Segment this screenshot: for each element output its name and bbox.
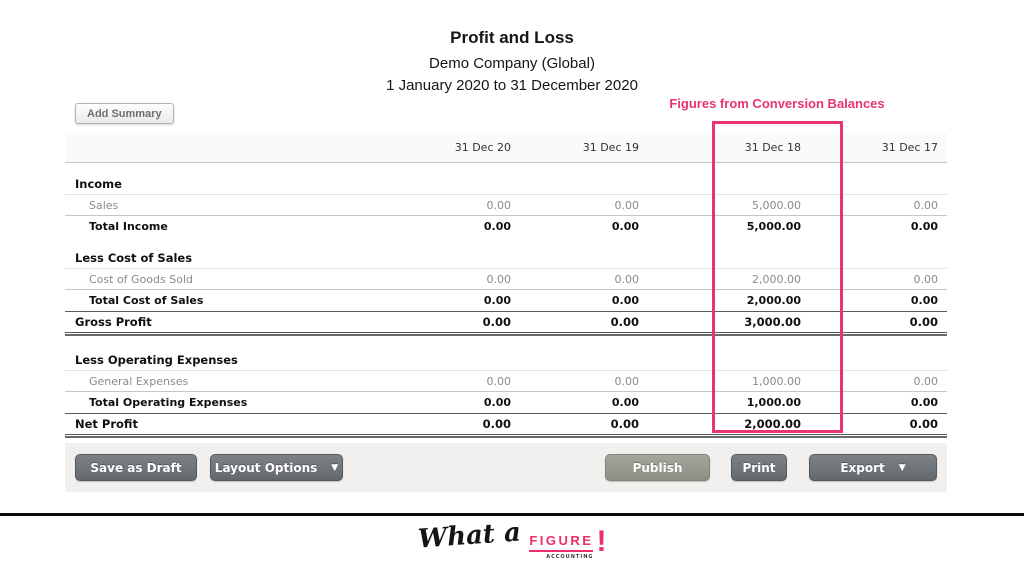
logo-subtitle-text: ACCOUNTING — [546, 554, 594, 560]
logo-exclamation-mark: ! — [596, 525, 607, 558]
conversion-balances-annotation: Figures from Conversion Balances — [669, 96, 885, 111]
row-value: 1,000.00 — [752, 374, 801, 388]
row-value: 0.00 — [482, 417, 511, 431]
row-value: 0.00 — [486, 374, 511, 388]
table-header-row — [65, 133, 947, 163]
print-label: Print — [742, 460, 776, 475]
footer-divider-line — [0, 513, 1024, 516]
report-action-bar — [65, 443, 947, 492]
row-value: 0.00 — [913, 374, 938, 388]
save-as-draft-button[interactable] — [75, 454, 197, 481]
layout-options-button[interactable] — [210, 454, 343, 481]
chevron-down-icon: ▼ — [331, 462, 339, 473]
report-table-body — [65, 163, 947, 435]
row-label: Cost of Goods Sold — [89, 272, 193, 286]
export-label: Export — [840, 460, 885, 475]
row-value: 0.00 — [910, 294, 938, 307]
column-header: 31 Dec 17 — [881, 141, 938, 154]
table-row — [65, 339, 947, 371]
report-period: 1 January 2020 to 31 December 2020 — [386, 76, 638, 94]
report-header — [0, 28, 1024, 97]
row-label: Income — [75, 176, 122, 191]
row-label: Less Operating Expenses — [75, 352, 238, 367]
row-value: 2,000.00 — [744, 417, 801, 431]
column-header: 31 Dec 19 — [582, 141, 639, 154]
row-label: Less Cost of Sales — [75, 250, 193, 265]
row-value: 3,000.00 — [744, 315, 801, 329]
row-value: 0.00 — [486, 272, 511, 286]
row-value: 0.00 — [486, 198, 511, 212]
logo-brand-text: FIGURE — [529, 533, 593, 552]
logo-brand-block — [529, 533, 593, 560]
row-label: Total Operating Expenses — [89, 396, 248, 409]
row-value: 0.00 — [614, 272, 639, 286]
row-value: 0.00 — [909, 417, 938, 431]
row-value: 0.00 — [482, 315, 511, 329]
row-label: Total Income — [89, 220, 168, 233]
row-value: 0.00 — [611, 396, 639, 409]
row-value: 0.00 — [483, 220, 511, 233]
row-value: 0.00 — [910, 220, 938, 233]
chevron-down-icon: ▼ — [898, 462, 906, 473]
layout-options-label: Layout Options — [214, 460, 318, 475]
table-row — [65, 163, 947, 195]
row-value: 0.00 — [913, 272, 938, 286]
table-row — [65, 392, 947, 413]
table-row — [65, 237, 947, 269]
row-value: 0.00 — [610, 417, 639, 431]
page-title: Profit and Loss — [450, 28, 574, 47]
row-label: General Expenses — [89, 374, 189, 388]
row-label: Sales — [89, 198, 119, 212]
export-button[interactable] — [809, 454, 937, 481]
row-value: 0.00 — [610, 315, 639, 329]
company-name: Demo Company (Global) — [429, 55, 595, 72]
table-row — [65, 216, 947, 237]
table-row — [65, 195, 947, 216]
row-value: 0.00 — [483, 396, 511, 409]
logo-script-text: What a — [416, 517, 522, 555]
row-label: Net Profit — [75, 417, 138, 431]
row-label: Gross Profit — [75, 315, 152, 329]
row-value: 0.00 — [614, 374, 639, 388]
table-row — [65, 269, 947, 290]
column-header: 31 Dec 20 — [454, 141, 511, 154]
row-value: 0.00 — [909, 315, 938, 329]
publish-label: Publish — [632, 460, 683, 475]
table-row — [65, 371, 947, 392]
print-button[interactable] — [731, 454, 787, 481]
row-value: 2,000.00 — [746, 294, 801, 307]
add-summary-button[interactable]: Add Summary — [75, 103, 174, 124]
row-value: 5,000.00 — [746, 220, 801, 233]
row-value: 5,000.00 — [752, 198, 801, 212]
table-row — [65, 311, 947, 333]
table-row — [65, 290, 947, 311]
row-value: 0.00 — [913, 198, 938, 212]
report-table — [65, 133, 947, 441]
column-header: 31 Dec 18 — [744, 141, 801, 154]
save-as-draft-label: Save as Draft — [90, 460, 182, 475]
row-label: Total Cost of Sales — [89, 294, 204, 307]
row-value: 2,000.00 — [752, 272, 801, 286]
row-value: 0.00 — [611, 294, 639, 307]
what-a-figure-logo — [0, 517, 1024, 560]
row-value: 1,000.00 — [746, 396, 801, 409]
row-value: 0.00 — [483, 294, 511, 307]
row-value: 0.00 — [614, 198, 639, 212]
publish-button[interactable] — [605, 454, 710, 481]
row-value: 0.00 — [910, 396, 938, 409]
table-row — [65, 413, 947, 435]
row-value: 0.00 — [611, 220, 639, 233]
